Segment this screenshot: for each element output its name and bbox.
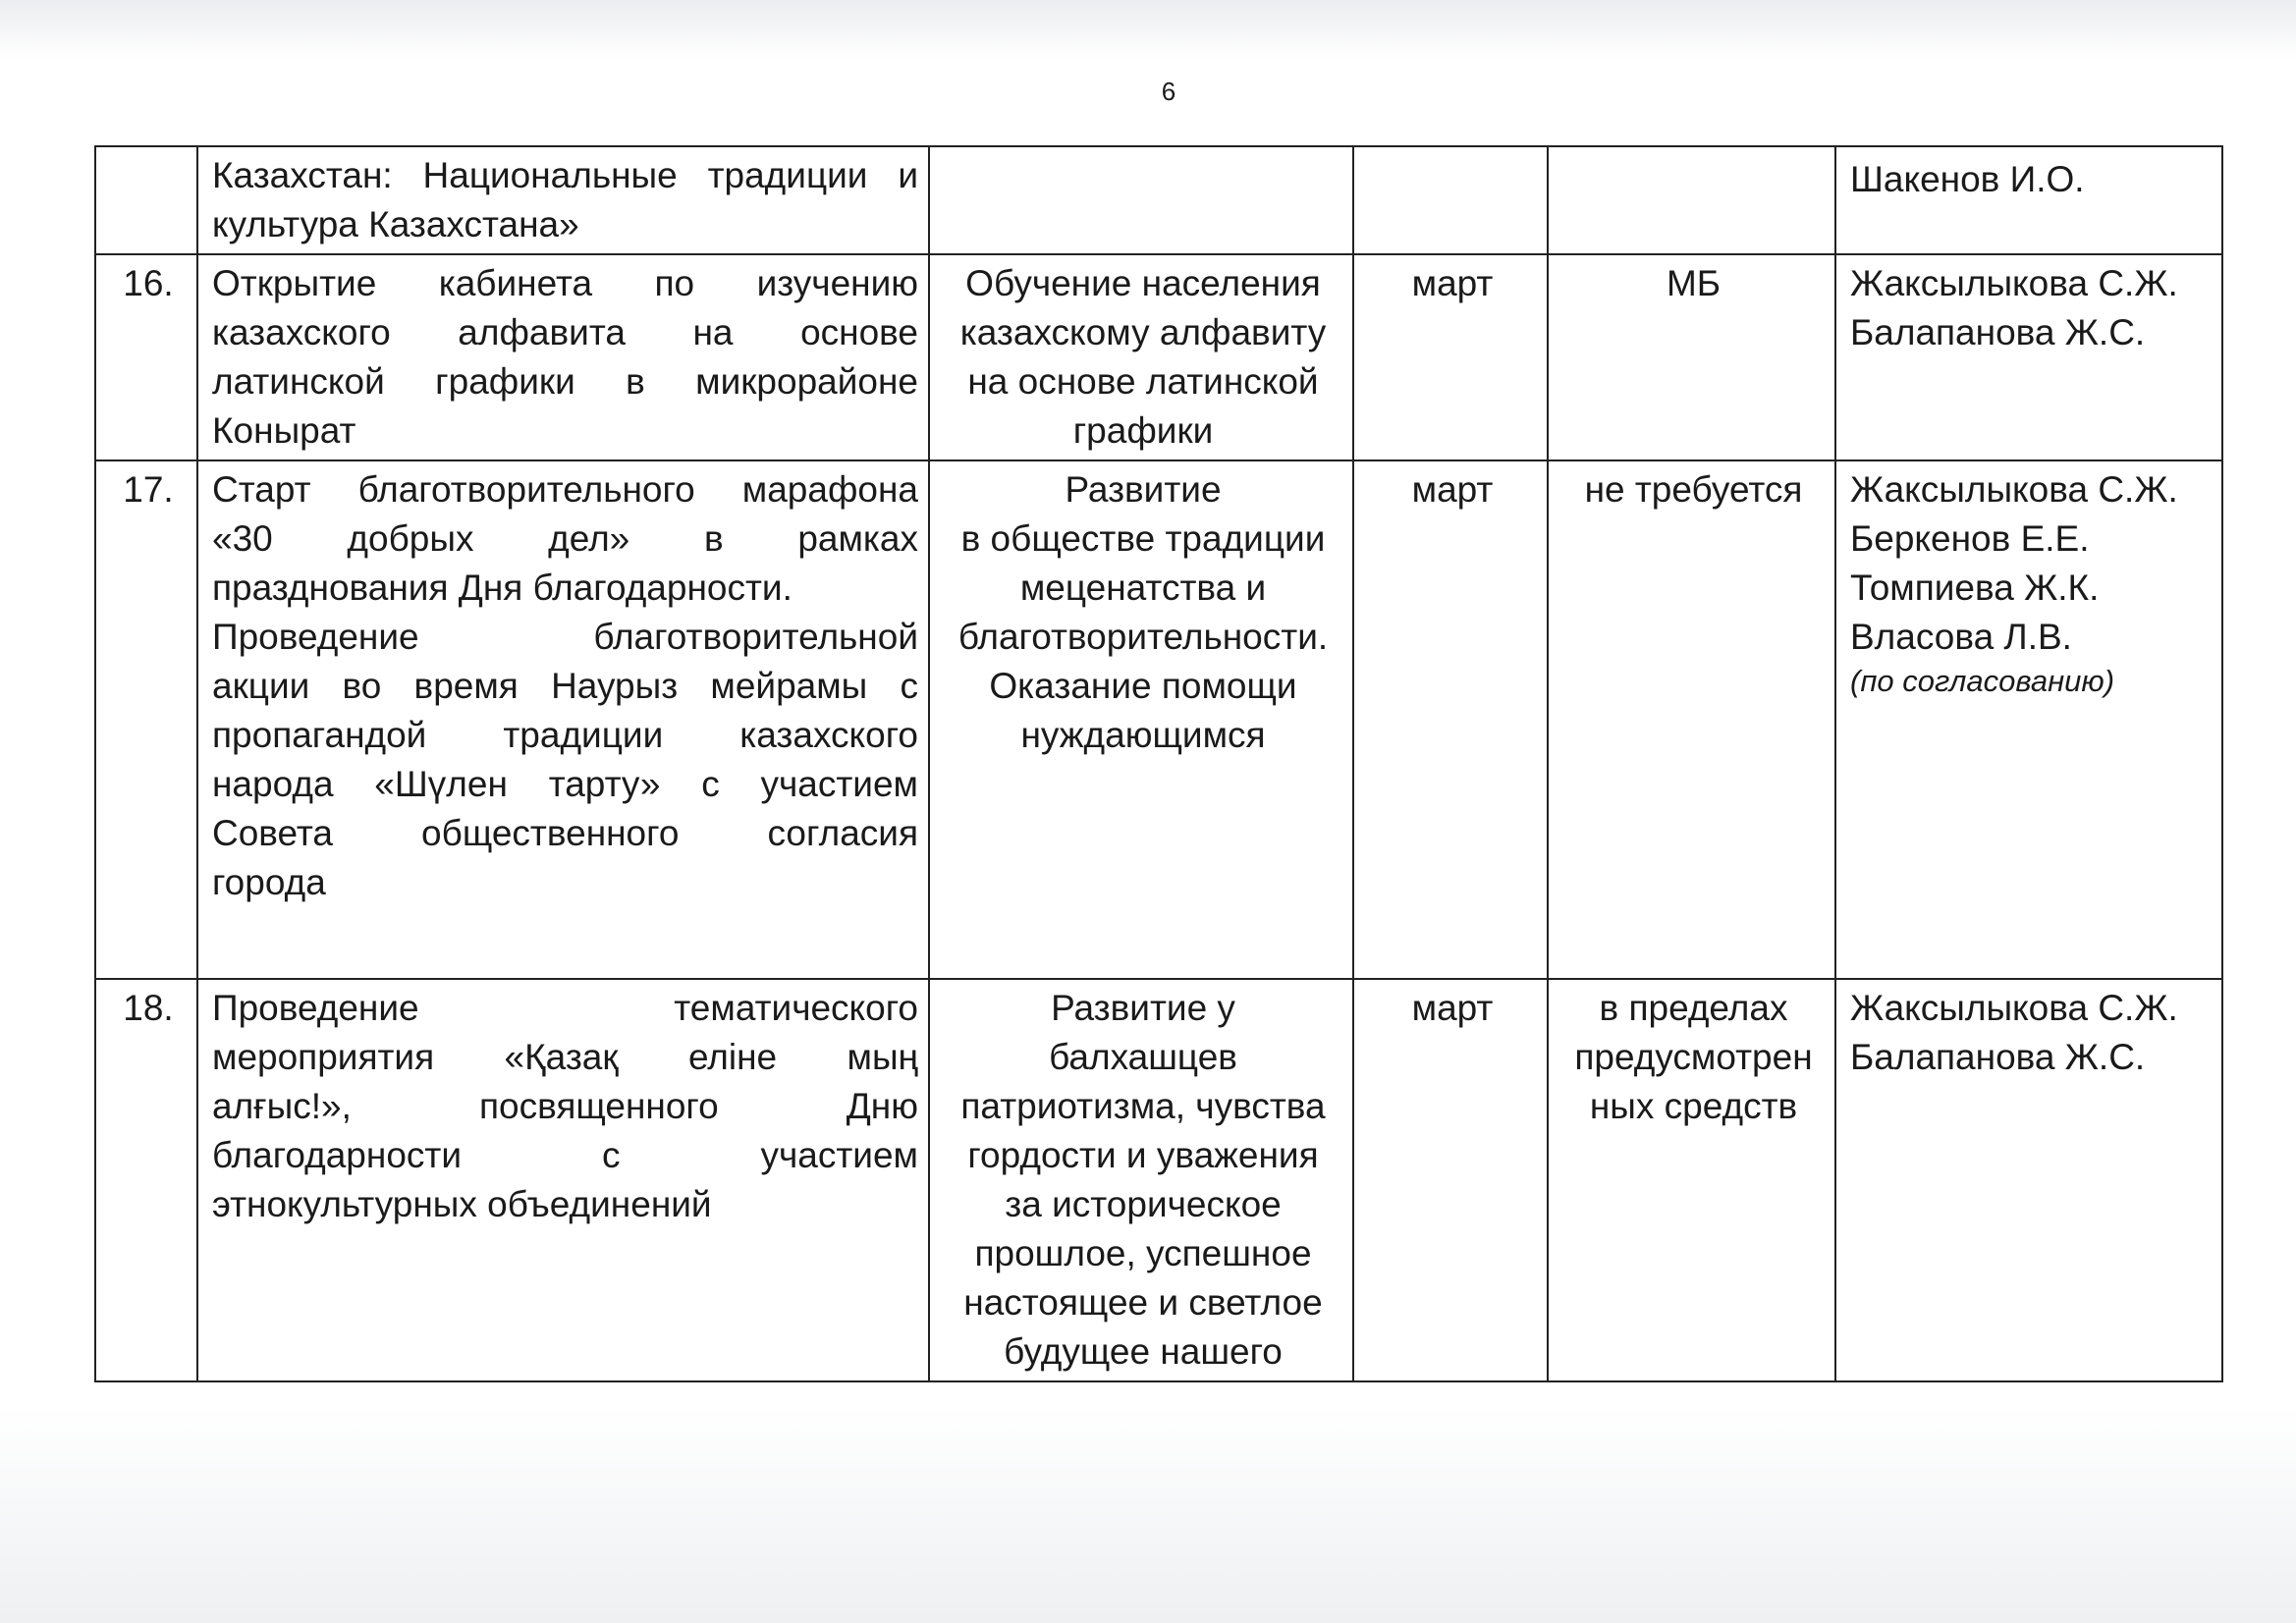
- goal-line: гордости и уважения: [967, 1135, 1319, 1175]
- responsible-person: Томпиева Ж.К.: [1850, 568, 2100, 608]
- event-line: «30 добрых дел» в рамках: [212, 518, 918, 559]
- page-number: 6: [1161, 77, 1176, 106]
- goal-line: Развитие у: [1051, 988, 1235, 1028]
- funding-line: МБ: [1666, 263, 1722, 303]
- goal-line: патриотизма, чувства: [960, 1086, 1326, 1126]
- event-cell: [197, 146, 929, 254]
- goal-cell: [929, 146, 1353, 254]
- event-line: Казахстан: Национальные традиции и: [212, 155, 918, 195]
- goal-line: меценатства и: [1019, 568, 1267, 608]
- event-line: города: [212, 862, 326, 902]
- funding-cell: [1548, 146, 1835, 254]
- funding-line: ных средств: [1589, 1086, 1798, 1126]
- goal-line: прошлое, успешное: [974, 1233, 1312, 1273]
- event-line: Проведение благотворительной: [212, 617, 918, 657]
- event-line: празднования Дня благодарности.: [212, 568, 793, 608]
- goal-line: настоящее и светлое: [963, 1282, 1323, 1323]
- event-cell: [197, 254, 929, 460]
- goal-line: Обучение населения: [965, 263, 1321, 303]
- event-line: пропагандой традиции казахского: [212, 715, 918, 755]
- responsible-cell: [1835, 460, 2222, 979]
- funding-line: в пределах: [1599, 988, 1788, 1028]
- term-cell: март: [1353, 979, 1548, 1381]
- funding-line: предусмотрен: [1574, 1037, 1813, 1077]
- event-line: благодарности с участием: [212, 1135, 918, 1175]
- goal-line: благотворительности.: [957, 617, 1329, 657]
- event-line: латинской графики в микрорайоне: [212, 361, 918, 402]
- responsible-cell: [1835, 254, 2222, 460]
- row-number-cell: 16.: [95, 254, 197, 460]
- event-line: культура Казахстана»: [212, 204, 579, 244]
- event-line: мероприятия «Қазақ еліне мың: [212, 1037, 918, 1077]
- goal-line: в обществе традиции: [960, 518, 1326, 559]
- responsible-cell: [1835, 146, 2222, 254]
- responsible-cell: [1835, 979, 2222, 1381]
- responsible-person: Власова Л.В.: [1850, 617, 2072, 657]
- table-row: [95, 979, 2222, 1381]
- funding-line: не требуется: [1584, 469, 1803, 510]
- goal-cell: [929, 979, 1353, 1381]
- goal-line: Развитие: [1065, 469, 1222, 510]
- goal-cell: [929, 254, 1353, 460]
- event-line: народа «Шүлен тарту» с участием: [212, 764, 918, 804]
- responsible-person: Жаксылыкова С.Ж.: [1850, 469, 2178, 510]
- event-line: Старт благотворительного марафона: [212, 469, 918, 510]
- responsible-person: Шакенов И.О.: [1850, 159, 2085, 199]
- responsible-person: Балапанова Ж.С.: [1850, 312, 2146, 352]
- funding-cell: [1548, 979, 1835, 1381]
- goal-line: будущее нашего: [1004, 1331, 1283, 1372]
- event-cell: [197, 979, 929, 1381]
- row-number-cell: [95, 146, 197, 254]
- goal-line: казахскому алфавиту: [959, 312, 1327, 352]
- term-cell: март: [1353, 254, 1548, 460]
- responsible-person: Балапанова Ж.С.: [1850, 1037, 2146, 1077]
- event-line: Открытие кабинета по изучению: [212, 263, 918, 303]
- table-row: [95, 460, 2222, 979]
- goal-line: Оказание помощи: [989, 666, 1297, 706]
- event-cell: [197, 460, 929, 979]
- scan-shade-top: [0, 0, 2296, 59]
- goal-line: за историческое: [1005, 1184, 1282, 1224]
- funding-cell: [1548, 254, 1835, 460]
- responsible-person: Беркенов Е.Е.: [1850, 518, 2090, 559]
- row-number-cell: 17.: [95, 460, 197, 979]
- event-line: акции во время Наурыз мейрамы с: [212, 666, 918, 706]
- goal-line: нуждающимся: [1020, 715, 1266, 755]
- event-plan-table: [94, 145, 2223, 1382]
- event-line: Совета общественного согласия: [212, 813, 918, 853]
- term-cell: [1353, 146, 1548, 254]
- approval-note: (по согласованию): [1850, 664, 2115, 698]
- funding-cell: [1548, 460, 1835, 979]
- event-line: алғыс!», посвященного Дню: [212, 1086, 918, 1126]
- goal-line: балхашцев: [1049, 1037, 1237, 1077]
- term-cell: март: [1353, 460, 1548, 979]
- table-row: [95, 146, 2222, 254]
- table-row: [95, 254, 2222, 460]
- scan-shade-bottom: [0, 1407, 2296, 1623]
- responsible-person: Жаксылыкова С.Ж.: [1850, 263, 2178, 303]
- event-line: этнокультурных объединений: [212, 1184, 712, 1224]
- row-number-cell: 18.: [95, 979, 197, 1381]
- goal-line: на основе латинской: [967, 361, 1319, 402]
- goal-line: графики: [1072, 410, 1214, 451]
- event-line: Конырат: [212, 410, 356, 451]
- event-line: Проведение тематического: [212, 988, 918, 1028]
- responsible-person: Жаксылыкова С.Ж.: [1850, 988, 2178, 1028]
- goal-cell: [929, 460, 1353, 979]
- event-line: казахского алфавита на основе: [212, 312, 918, 352]
